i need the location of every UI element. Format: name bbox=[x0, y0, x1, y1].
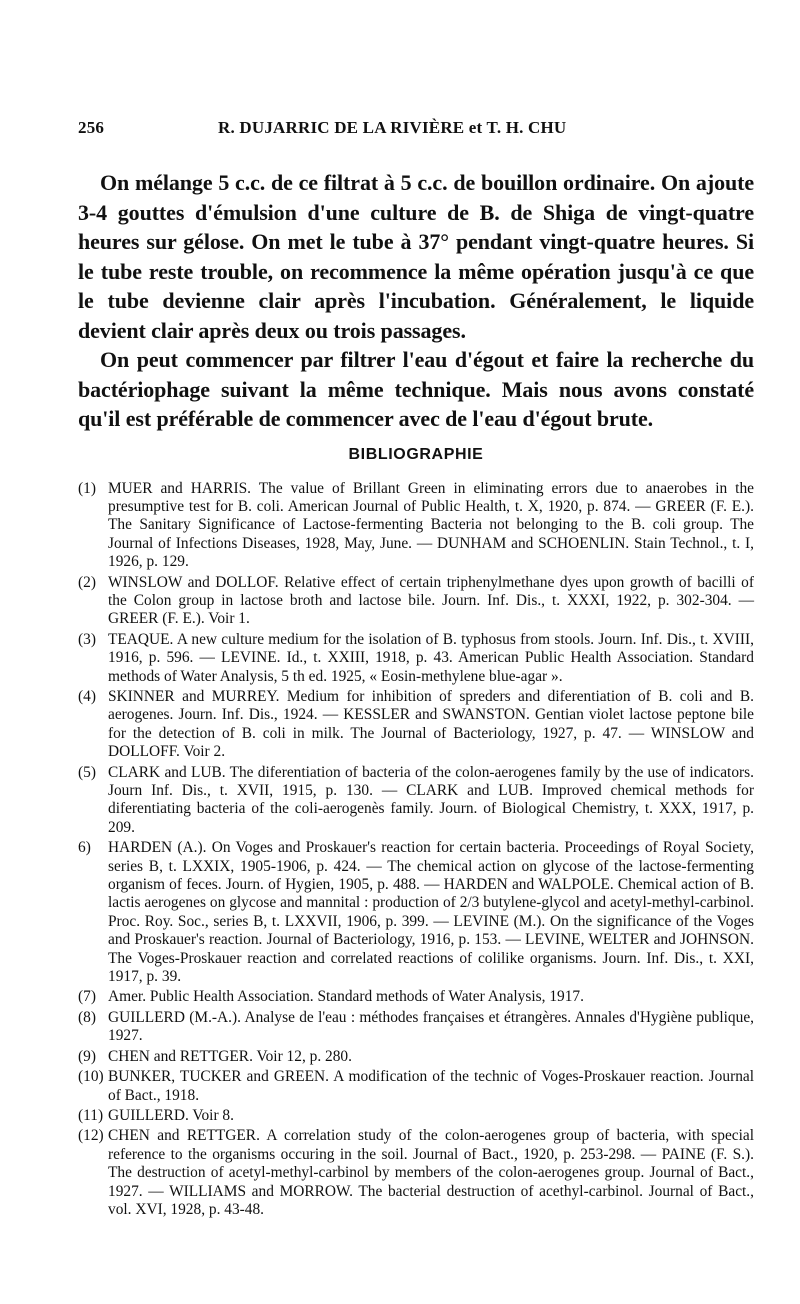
reference-text: WINSLOW and DOLLOF. Relative effect of certain triphenylmethane dyes upon growth of bacilli of the Colon group in lactose broth and lactose bile. Journ. Inf. Dis., t. XXXI, 1922, p. 302-304. — GREER (F. E.). Voir 1. bbox=[108, 573, 754, 628]
reference-number: (1) bbox=[78, 479, 96, 497]
reference-number: (12) bbox=[78, 1127, 104, 1145]
reference-item bbox=[78, 1127, 754, 1219]
reference-number: (2) bbox=[78, 573, 96, 591]
reference-item bbox=[78, 1048, 754, 1066]
reference-number: (4) bbox=[78, 687, 96, 705]
reference-text: CHEN and RETTGER. Voir 12, p. 280. bbox=[108, 1047, 352, 1065]
reference-item bbox=[78, 631, 754, 686]
reference-text: TEAQUE. A new culture medium for the isolation of B. typhosus from stools. Journ. Inf. Dis., t. XVIII, 1916, p. 596. — LEVINE. Id., t. XXIII, 1918, p. 43. American Public Health Association. Standard methods of Water Analysis, 5 th ed. 1925, « Eosin-methylene blue-agar ». bbox=[108, 630, 754, 685]
reference-text: SKINNER and MURREY. Medium for inhibition of spreders and diferentiation of B. coli and B. aerogenes. Journ. Inf. Dis., 1924. — KESSLER and SWANSTON. Gentian violet lactose peptone bile for the detection of B. coli in milk. The Journal of Bacteriology, 1927, p. 47. — WINSLOW and DOLLOFF. Voir 2. bbox=[108, 687, 754, 761]
reference-text: Amer. Public Health Association. Standard methods of Water Analysis, 1917. bbox=[108, 988, 584, 1006]
reference-number: 6) bbox=[78, 839, 91, 857]
reference-text: MUER and HARRIS. The value of Brillant Green in eliminating errors due to anaerobes in the presumptive test for B. coli. American Journal of Public Health, t. X, 1920, p. 874. — GREER (F. E.). The Sanitary Significance of Lactose-fermenting Bacteria not belonging to the B. coli group. The Journal of Infections Diseases, 1928, May, June. — DUNHAM and SCHOENLIN. Stain Technol., t. I, 1926, p. 129. bbox=[108, 479, 754, 571]
reference-number: (9) bbox=[78, 1047, 96, 1065]
reference-item bbox=[78, 764, 754, 838]
reference-text: GUILLERD (M.-A.). Analyse de l'eau : méthodes françaises et étrangères. Annales d'Hygiène publique, 1927. bbox=[108, 1008, 754, 1045]
reference-item bbox=[78, 688, 754, 762]
reference-item bbox=[78, 988, 754, 1006]
running-title: R. DUJARRIC DE LA RIVIÈRE et T. H. CHU bbox=[218, 118, 567, 137]
reference-item bbox=[78, 574, 754, 629]
page-number: 256 bbox=[78, 118, 105, 137]
reference-item bbox=[78, 1009, 754, 1046]
reference-number: (8) bbox=[78, 1008, 96, 1026]
reference-item bbox=[78, 480, 754, 572]
page-header bbox=[78, 118, 754, 154]
reference-text: GUILLERD. Voir 8. bbox=[108, 1106, 234, 1124]
reference-text: CLARK and LUB. The diferentiation of bacteria of the colon-aerogenes family by the use of indicators. Journ Inf. Dis., t. XVII, 1915, p. 130. — CLARK and LUB. Improved chemical methods for diferentiating bacteria of the coli-aerogenès family. Journ. of Biological Chemistry, t. XXX, 1917, p. 209. bbox=[108, 763, 754, 836]
reference-number: (3) bbox=[78, 630, 96, 648]
reference-number: (11) bbox=[78, 1106, 104, 1124]
body-paragraph-1: On mélange 5 c.c. de ce filtrat à 5 c.c. de bouillon ordinaire. On ajoute 3-4 gouttes d'émulsion d'une culture de B. de Shiga de vingt-quatre heures sur gélose. On met le tube à 37° pendant vingt-quatre heures. Si le tube reste trouble, on recommence la même opération jusqu'à ce que le tube devienne clair après l'incubation. Généralement, le liquide devient clair après deux ou trois passages. bbox=[78, 170, 754, 343]
reference-number: (10) bbox=[78, 1068, 104, 1086]
bibliography-title: BIBLIOGRAPHIE bbox=[348, 445, 484, 463]
body-paragraph-2: On peut commencer par filtrer l'eau d'égout et faire la recherche du bactériophage suivant la même technique. Mais nous avons constaté qu'il est préférable de commencer avec de l'eau d'égout brute. bbox=[78, 347, 754, 431]
reference-number: (7) bbox=[78, 988, 96, 1006]
page bbox=[78, 118, 754, 1221]
reference-text: BUNKER, TUCKER and GREEN. A modification of the technic of Voges-Proskauer reaction. Journal of Bact., 1918. bbox=[108, 1068, 754, 1104]
reference-item bbox=[78, 839, 754, 986]
reference-text: CHEN and RETTGER. A correlation study of the colon-aerogenes group of bacteria, with special reference to the organisms occuring in the soil. Journal of Bact., 1920, p. 253-298. — PAINE (F. S.). The destruction of acetyl-methyl-carbinol by members of the colon-aerogenes group. Journal of Bact., 1927. — WILLIAMS and MORROW. The bacterial destruction of acethyl-carbinol. Journal of Bact., vol. XVI, 1928, p. 43-48. bbox=[108, 1127, 754, 1218]
reference-item bbox=[78, 1068, 754, 1105]
reference-number: (5) bbox=[78, 763, 96, 781]
reference-text: HARDEN (A.). On Voges and Proskauer's reaction for certain bacteria. Proceedings of Royal Society, series B, t. LXXIX, 1905-1906, p. 424. — The chemical action on glycose of the lactose-fermenting organism of feces. Journ. of Hygien, 1905, p. 488. — HARDEN and WALPOLE. Chemical action of B. lactis aerogenes on glycose and mannital : production of 2/3 butylene-glycol and acetyl-methyl-carbinol. Proc. Roy. Soc., series B, t. LXXVII, 1906, p. 399. — LEVINE (M.). On the significance of the Voges and Proskauer's reaction. Journal of Bacteriology, 1916, p. 153. — LEVINE, WELTER and JOHNSON. The Voges-Proskauer reaction and correlated reactions of colilike organisms. Journ. Inf. Dis., t. XXI, 1917, p. 39. bbox=[108, 839, 754, 986]
bibliography-list bbox=[78, 480, 754, 1220]
reference-item bbox=[78, 1107, 754, 1125]
